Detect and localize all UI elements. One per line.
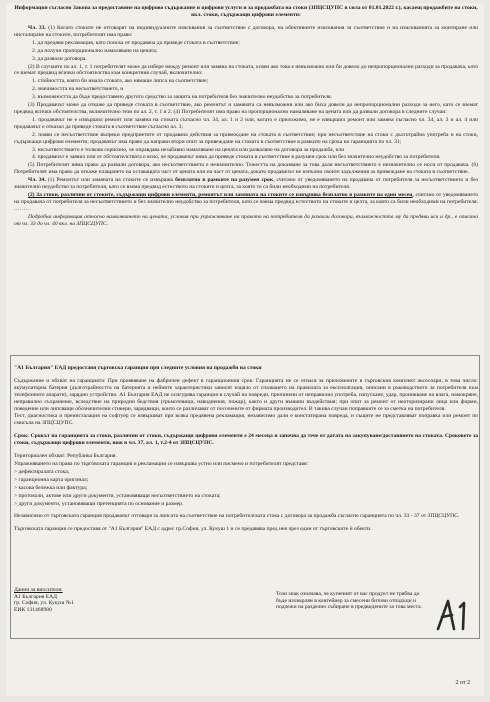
article-33-p2: (2) В случаите по ал. 1, т. 1 потребителят може да избере между ремонт или замяна на стоката, освен ако това е невъзможно или би довело до непропорционални разходи за продавача, като се вземат предвид всички обстоятелства към конкретния случай, включително:: [14, 63, 478, 77]
list-item: 3. да развали договора.: [32, 55, 87, 62]
article-34-p1b: , считано от уведомяването на продавача от потребителя за несъответствието и без значително неудобство за потребителя, като се взема предвид естеството на стоките и целта, за която те са били необходими на потребителя.: [14, 177, 478, 191]
list-item: > други документи, установяващи претенцията по основание и размер.: [14, 500, 184, 507]
list-item: > дефектиралата стока;: [14, 468, 70, 475]
article-34-p2-rest: , считано от уведомяването на продавача от потребителя за несъответствието и без значително неудобство за потребителя, като се взема предвид естеството на стоките и целта, за която са били необходими на потребителя. ………: [14, 191, 478, 212]
handwritten-mark-icon: [430, 595, 474, 633]
list-item: 2. значимостта на несъответствието, и: [32, 86, 124, 93]
importer-label: Данни за вносителя:: [14, 587, 63, 593]
warranty-term-text: Срокът на гаранцията за стоки, различни от стоки, съдържащи цифрови елементи е 24 месеца и започва да тече от датата на закупуване/доставянето на стоката. Сроковете за стоки, съдържащи цифрови елементи, виж в чл. 37, ал. 1, т.2-4 от ЗПЦСЦУПС.: [14, 433, 478, 447]
recycling-notice: Този знак означава, че купеният от вас продукт не трябва да бъде изхвърлян в контейнер за смесени битови отпадъци и подлежи на разделно събиране в предвидените за това места.: [276, 591, 423, 611]
article-34-lead: Чл. 34.: [28, 177, 46, 184]
article-34-p1a: (1) Ремонтът или замяната на стоките се извършва: [47, 177, 173, 184]
article-34-note: Подробна информация относно намаляването на цената, условия при упражняване на правото на потребителя да развали договора, възможността му да предяви иск и др., е описана от чл. 33 до чл. 40 вкл. на ЗПЦСЦУПС.: [14, 213, 478, 227]
article-34-p1-bold: безплатно в рамките на разумен срок: [175, 177, 274, 184]
warranty-provider: Търговската гаранция се предоставя от "А1 България" ЕАД с адрес гр.София, ул. Кукуш 1 и се предявява пред нея чрез един от търговските ѝ обекти.: [14, 526, 372, 533]
importer-line: ЕИК 131468980: [14, 606, 52, 613]
document-page: [6, 3, 484, 696]
article-33-section: [14, 25, 478, 228]
warranty-section: [14, 365, 478, 534]
list-item: > касова бележка или фактура;: [14, 484, 88, 491]
list-item: 3. несъответствието е толкова сериозно, че оправдава незабавно намаляване на цената или разваляне на договора за продажба, или: [32, 146, 345, 153]
warranty-procedure-intro: Упражняването на права по търговската гаранция и рекламации се извършва устно или писмено и потребителят представя:: [14, 460, 309, 467]
list-item: > протоколи, актове или други документи, установяващи несъответствието на стоката;: [14, 492, 221, 499]
article-34-p2-bold: (2) За стоки, различни от стоките, съдържащи цифрови елементи, ремонтът или замяната на стоките се извършва безплатно в рамките на един месец: [28, 191, 413, 198]
warranty-title: "А1 България" ЕАД предоставя търговска гаранция при следните условия на продажби на стоки: [14, 365, 262, 371]
article-33-p1: (1) Когато стоките не отговарят на индивидуалните изисквания за съответствие с договора, на обективните изисквания за съответствие и на изискванията за монтиране или инсталиране на стоките, потребителят има право:: [14, 25, 478, 38]
importer-line: А1 България ЕАД: [14, 593, 57, 600]
article-33-lead: Чл. 33.: [28, 25, 46, 31]
list-item: > гаранционна карта оригинал;: [14, 476, 89, 483]
list-item: 2. да получи пропорционално намаляване на цената;: [32, 47, 158, 54]
page-number: 2 от 2: [455, 680, 470, 686]
article-33-p5: (5) Потребителят няма право да развали договора, ако несъответствието е незначително. Тежестта на доказване за това дали несъответствието е незначително се носи от продавача. (6) Потребителят има право да откаже плащането на оставащата част от цената или на част от цената, докато продавачът не изпълни своите задължения за привеждане на стоката в съответствие.: [14, 162, 478, 176]
warranty-term-label: Срок:: [14, 433, 30, 440]
warranty-test-note: Тест, диагностика и преинсталация на софтуер се извършват при всяка предявена рекламация, независимо дали е констатирана повреда, и същите не представляват поправка или ремонт по смисъла на ЗПЦСЦУПС.: [14, 413, 478, 427]
importer-block: [14, 587, 194, 613]
document-header: Информация съгласно Закона за предоставяне на цифрово съдържание и цифрови услуги и за продажбата на стоки (ЗПЦСЦУПС в сила от 01.01.2022 г.), касаещ продажбите на стоки, вкл. стоки, съдържащи цифрови елементи:: [14, 5, 478, 18]
list-item: 1. стойността, която би имала стоката, ако нямаше липса на съответствие;: [32, 78, 209, 85]
warranty-independence: Независимо от търговската гаранция продавачът отговаря за липсата на съответствие на потребителската стока с договора за продажба съгласно гаранцията по чл. 33 - 37 от ЗПЦСЦУПС.: [14, 513, 460, 520]
importer-line: гр. София, ул. Кукуш №1: [14, 600, 74, 607]
warranty-territory: Териториален обхват: Република България.: [14, 453, 117, 460]
list-item: 4. продавачът е заявил или от обстоятелствата е ясно, че продавачът няма да приведе стоката в съответствие в разумен срок или без значително неудобство за потребителя.: [32, 154, 441, 161]
list-item: 1. да предяви рекламация, като поиска от продавача да приведе стоката в съответствие;: [32, 39, 240, 46]
list-item: 2. появи се несъответствие въпреки предприетите от продавача действия за привеждане на стоката в съответствие; при несъответствие на стоки с дълготрайна употреба и на стоки, съдържащи цифрови елементи, продавачът има право да направи втори опит за привеждане на стоката в съответствие в рамките на срока на гаранцията по чл. 31;: [14, 131, 478, 145]
warranty-scope: Съдържание и обхват на гаранцията: При проявяване на фабричен дефект в гаранционния срок. Гаранцията не се отнася за приложените в търговския комплект аксесоари, в това число: акумулаторна батерия (дълготрайността на батерията и нейните характеристики зависят изцяло от спазването на правилата за експлоатация, описани в ръководството за потребителя към телефонните апарати), зарядно устройство. А1 България ЕАД не осигурява гаранция в случай на повреди, причинени от неправилна употреба, изпускане, удар, проникване на влага, намокряне, неправилно съхранение, вследствие на природни бедствия (гръмотевици, наводнения, пожар), както и други външни въздействия; при опит за ремонт от неоторизирани лица или фирми, поведение или липсващи обозначителни стикери, зарядващи, които се различават от посочените от фирмата производител. В такива случаи поправките се за сметка на потребителя.: [14, 377, 478, 412]
article-33-p3: (3) Продавачът може да откаже да приведе стоката в съответствие, ако ремонтът и замяната са невъзможни или ако биха довели до непропорционални разходи за него, като се вземат предвид всички обстоятелства, включително тези по ал. 2, т. 1 и 2. (4) Потребителят има право на пропорционално намаляване на цената или да развали договора в следните случаи:: [14, 102, 478, 115]
list-item: 1. продавачът не е извършил ремонт или замяна на стоката съгласно чл. 34, ал. 1 и 2 или, когато е приложимо, не е извършил ремонт или замяна съгласно чл. 34, ал. 3 и ал. 4 или продавачът е отказал да приведе стоката в съответствие съгласно ал. 3;: [14, 116, 478, 130]
list-item: 3. възможността да бъде предоставено другото средство за защита на потребителя без значително неудобство за потребителя.: [32, 94, 332, 101]
